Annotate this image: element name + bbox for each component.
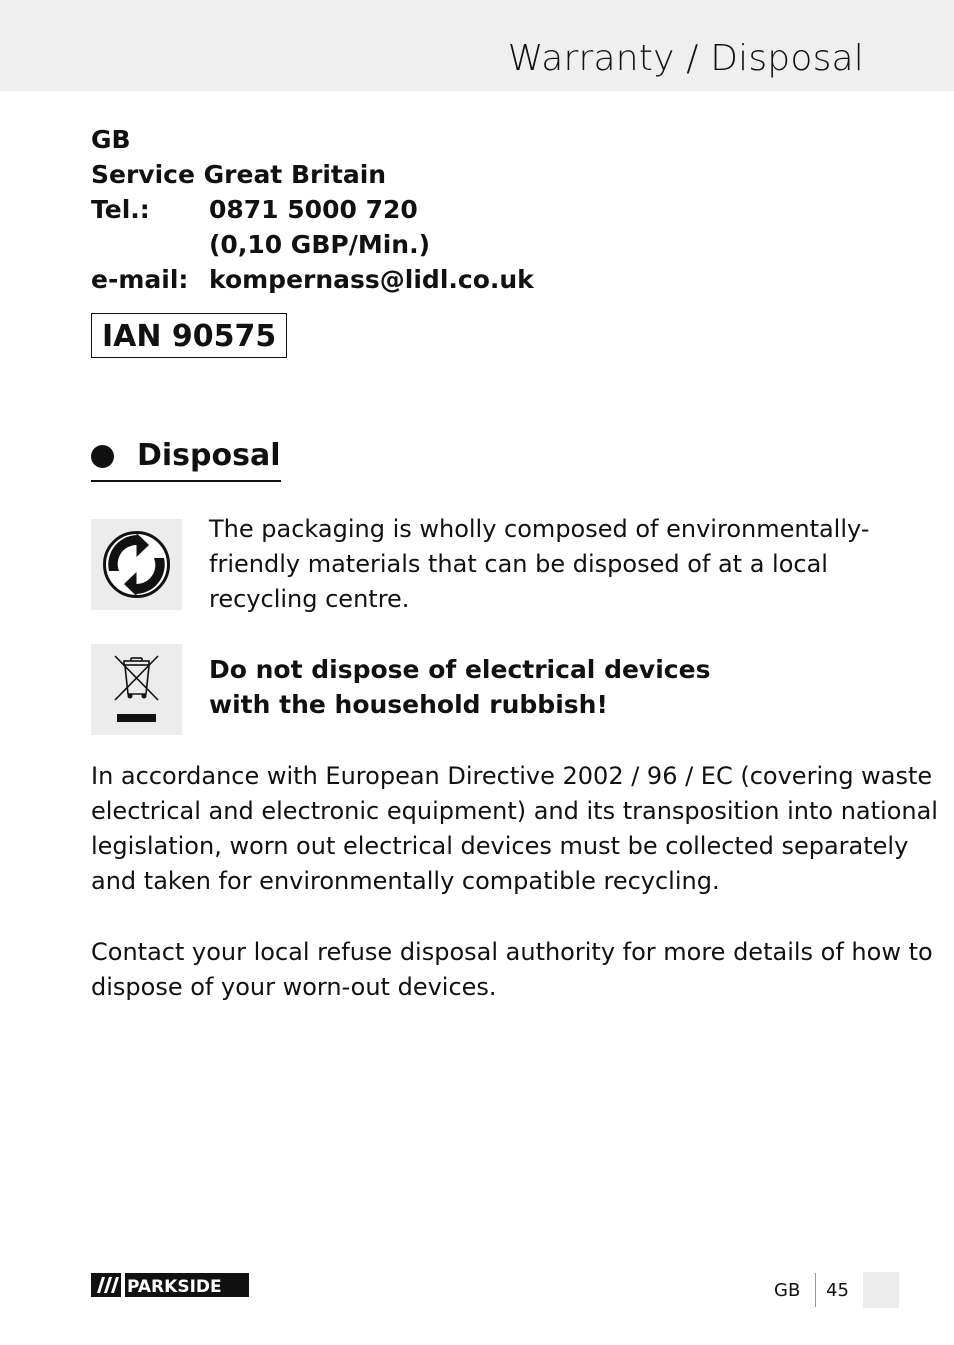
paragraph-line: and taken for environmentally compatible recycling. <box>91 867 720 895</box>
page-title: Warranty / Disposal <box>507 38 864 79</box>
paragraph-line: In accordance with European Directive 2002 / 96 / EC (covering waste <box>91 762 933 790</box>
ian-number-box: IAN 90575 <box>91 313 287 358</box>
page-number: 45 <box>826 1280 849 1301</box>
disposal-heading-text: Disposal <box>137 438 281 473</box>
service-country: GB <box>91 125 131 154</box>
paragraph-line: electrical and electronic equipment) and its transposition into national <box>91 797 938 825</box>
paragraph-line: legislation, worn out electrical devices must be collected separately <box>91 832 909 860</box>
service-rate-row <box>91 227 534 262</box>
tel-value: 0871 5000 720 <box>209 195 418 224</box>
packaging-line: recycling centre. <box>209 585 410 613</box>
service-email-row <box>91 262 534 297</box>
service-name: Service Great Britain <box>91 160 387 189</box>
tel-rate: (0,10 GBP/Min.) <box>209 230 431 259</box>
paragraph-line: dispose of your worn-out devices. <box>91 973 497 1001</box>
crossed-out-wheelie-bin-icon <box>91 644 182 735</box>
email-label: e-mail: <box>91 265 189 294</box>
footer-divider <box>815 1273 816 1307</box>
packaging-text <box>209 512 869 617</box>
packaging-line: friendly materials that can be disposed of at a local <box>209 550 828 578</box>
bullet-dot-icon <box>91 445 114 468</box>
paragraph-line: Contact your local refuse disposal authority for more details of how to <box>91 938 933 966</box>
packaging-line: The packaging is wholly composed of environmentally- <box>209 515 870 543</box>
warning-line: Do not dispose of electrical devices <box>209 655 711 684</box>
service-tel-row <box>91 192 534 227</box>
tel-label: Tel.: <box>91 195 150 224</box>
weee-warning-text <box>209 652 710 722</box>
warning-line: with the household rubbish! <box>209 690 608 719</box>
email-value: kompernass@lidl.co.uk <box>209 265 534 294</box>
parkside-logo <box>91 1273 249 1297</box>
service-contact <box>91 122 534 297</box>
contact-authority-paragraph <box>91 935 933 1005</box>
disposal-heading <box>91 436 281 482</box>
footer-tab-marker <box>863 1272 899 1308</box>
brand-text: PARKSIDE <box>127 1277 222 1297</box>
green-dot-recycling-icon <box>91 519 182 610</box>
footer-language: GB <box>774 1280 801 1301</box>
directive-paragraph <box>91 759 938 899</box>
